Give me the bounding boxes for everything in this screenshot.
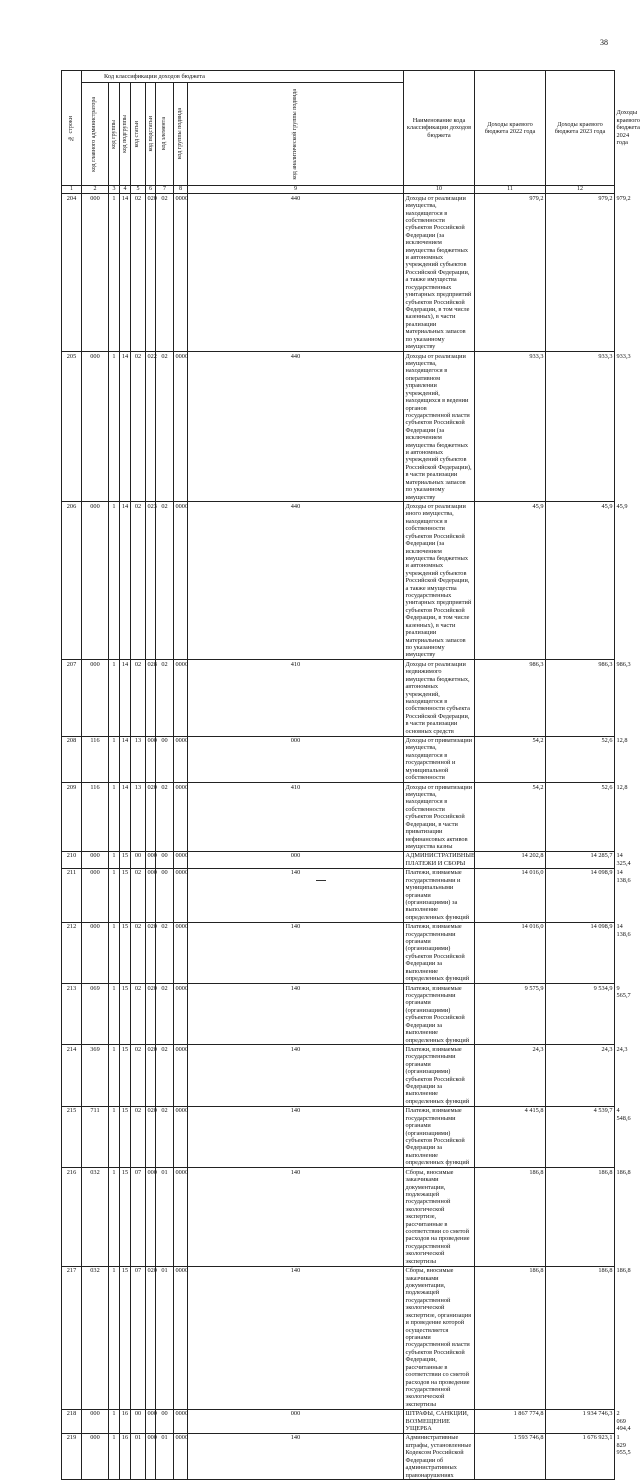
code-cell: 16 [120,1433,131,1480]
code-cell: 02 [131,922,146,983]
code-cell: 00 [156,851,174,868]
code-cell: 01 [156,1433,174,1480]
column-number: 10 [404,186,475,194]
value-2023-cell: 186,8 [546,1266,615,1409]
row-number-cell: 219 [62,1433,82,1480]
code-cell: 020 [146,783,156,852]
code-cell: 15 [120,868,131,922]
code-cell: 1 [109,736,120,783]
value-2023-cell: 9 534,9 [546,984,615,1045]
value-2022-cell: 14 016,0 [475,868,546,922]
code-cell: 1 [109,868,120,922]
code-cell: 1 [109,1168,120,1266]
table-row: 219 000 1 16 01 000 01 0000 140 Административные штрафы, установленные Кодексом Российской Федерации об административных правонарушениях 1 593 746,8 1 676 923,1 1 829 955,5 [62,1433,615,1480]
code-cell: 15 [120,1266,131,1409]
value-2023-cell: 1 934 746,3 [546,1409,615,1433]
column-number: 7 [156,186,174,194]
header-code-element: код элемента [156,83,174,186]
code-cell: 1 [109,783,120,852]
code-cell: 0000 [174,352,188,502]
code-cell: 000 [146,851,156,868]
code-cell: 0000 [174,1045,188,1106]
code-cell: 02 [156,922,174,983]
column-number: 3 [109,186,120,194]
admin-code-cell: 000 [82,352,109,502]
code-cell: 140 [188,1433,404,1480]
code-cell: 023 [146,502,156,660]
admin-code-cell: 069 [82,984,109,1045]
admin-code-cell: 711 [82,1106,109,1167]
code-cell: 000 [188,1409,404,1433]
code-cell: 13 [131,736,146,783]
code-cell: 02 [156,984,174,1045]
code-cell: 020 [146,1045,156,1106]
value-2022-cell: 1 593 746,8 [475,1433,546,1480]
name-cell: АДМИНИСТРАТИВНЫЕ ПЛАТЕЖИ И СБОРЫ [405,852,475,867]
column-number: 8 [174,186,188,194]
header-row-top: № строки Код классификации доходов бюджета Наименование кода классификации доходов бюджета Доходы краевого бюджета 2022 года Доходы краевого бюджета 2023 года Доходы краевого бюджета 2024 года [62,71,615,83]
value-2023-cell: 52,6 [546,783,615,852]
code-cell: 440 [188,352,404,502]
column-number: 12 [546,186,615,194]
code-cell: 01 [131,1433,146,1480]
code-cell: 0000 [174,851,188,868]
code-cell: 00 [131,851,146,868]
code-cell: 02 [131,1106,146,1167]
row-number-cell: 208 [62,736,82,783]
code-cell: 14 [120,352,131,502]
code-cell: 0000 [174,502,188,660]
name-cell: Платежи, взимаемые государственными и муниципальными органами (организациями) за выполнение определенных функций [404,868,475,922]
column-number: 4 [120,186,131,194]
table-row: 205 000 1 14 02 022 02 0000 440 Доходы от реализации имущества, находящегося в оперативном управлении учреждений, находящихся в ведении органов государственной власти субъектов Российской Федерации (за исключением имущества бюджетных и автономных учреждений субъектов Российской Федерации), в части реализации материальных запасов по указанному имуществу 933,3 933,3 933,3 [62,352,615,502]
code-cell: 16 [120,1409,131,1433]
admin-code-cell: 000 [82,194,109,352]
table-body [62,194,631,1480]
code-cell: 02 [156,502,174,660]
row-number-cell: 209 [62,783,82,852]
code-cell: 1 [109,194,120,352]
code-cell: 1 [109,922,120,983]
table-row: 209 116 1 14 13 020 02 0000 410 Доходы от приватизации имущества, находящегося в собственности субъектов Российской Федерации, в части приватизации нефинансовых активов имущества казны 54,2 52,6 12,8 [62,783,615,852]
code-cell: 02 [156,352,174,502]
name-cell: Сборы, вносимые заказчиками документации, подлежащей государственной экологической экспертизе, организация и проведение которой осуществляется органами государственной власти субъектов Российской Федерации, рассчитанные в соответствии со сметой расходов на проведение государственной экологической экспертизы [404,1266,475,1409]
code-cell: 14 [120,660,131,736]
code-cell: 02 [131,660,146,736]
admin-code-cell: 116 [82,783,109,852]
admin-code-cell: 000 [82,1433,109,1480]
code-cell: 14 [120,736,131,783]
admin-code-cell: 000 [82,502,109,660]
code-cell: 000 [188,851,404,868]
code-cell: 15 [120,851,131,868]
code-cell: 02 [131,352,146,502]
code-cell: 000 [188,736,404,783]
table-row: 215 711 1 15 02 020 02 0000 140 Платежи, взимаемые государственными органами (организациями) субъектов Российской Федерации за выполнение определенных функций 4 415,8 4 539,7 4 548,6 [62,1106,615,1167]
code-cell: 1 [109,502,120,660]
value-2023-cell: 14 098,9 [546,922,615,983]
code-cell: 15 [120,1045,131,1106]
code-cell: 0000 [174,1433,188,1480]
code-cell: 000 [146,1409,156,1433]
code-cell: 140 [188,1168,404,1266]
code-cell: 1 [109,1409,120,1433]
code-cell: 1 [109,352,120,502]
header-name: Наименование кода классификации доходов бюджета [404,71,475,186]
admin-code-cell: 000 [82,851,109,868]
value-2022-cell: 54,2 [475,783,546,852]
code-cell: 1 [109,984,120,1045]
value-2023-cell: 14 285,7 [546,851,615,868]
column-number: 6 [146,186,156,194]
code-cell: 020 [146,194,156,352]
header-2022: Доходы краевого бюджета 2022 года [475,71,546,186]
code-cell: 020 [146,984,156,1045]
table-row: 216 032 1 15 07 000 01 0000 140 Сборы, вносимые заказчиками документации, подлежащей государственной экологической экспертизе, рассчитанные в соответствии со сметой расходов на проведение государственной экологической экспертизы 186,8 186,8 186,8 [62,1168,615,1266]
code-cell: 1 [109,660,120,736]
admin-code-cell: 116 [82,736,109,783]
row-number-cell: 206 [62,502,82,660]
code-cell: 02 [156,660,174,736]
code-cell: 000 [146,1433,156,1480]
code-cell: 410 [188,660,404,736]
code-cell: 00 [156,868,174,922]
code-cell: 410 [188,783,404,852]
code-cell: 13 [131,783,146,852]
column-number: 5 [131,186,146,194]
value-2023-cell: 45,9 [546,502,615,660]
code-cell: 15 [120,984,131,1045]
header-code-article: код статьи [131,83,146,186]
header-code-subtype-group: код группы подвида [174,83,188,186]
table-row: 218 000 1 16 00 000 00 0000 000 ШТРАФЫ, САНКЦИИ, ВОЗМЕЩЕНИЕ УЩЕРБА 1 867 774,8 1 934 746,3 2 069 494,4 [62,1409,615,1433]
code-cell: 140 [188,922,404,983]
code-cell: 0000 [174,783,188,852]
table-row: 213 069 1 15 02 020 02 0000 140 Платежи, взимаемые государственными органами (организациями) субъектов Российской Федерации за выполнение определенных функций 9 575,9 9 534,9 9 565,7 [62,984,615,1045]
code-cell: 1 [109,1433,120,1480]
code-cell: 440 [188,502,404,660]
code-cell: 00 [156,736,174,783]
row-number-cell: 207 [62,660,82,736]
name-cell: Платежи, взимаемые государственными органами (организациями) субъектов Российской Федерации за выполнение определенных функций [404,1045,475,1106]
column-number: 1 [62,186,82,194]
code-cell: 02 [131,194,146,352]
value-2022-cell: 4 415,8 [475,1106,546,1167]
value-2022-cell: 14 202,8 [475,851,546,868]
value-2022-cell: 14 016,0 [475,922,546,983]
code-cell: 02 [131,1045,146,1106]
code-cell: 15 [120,1168,131,1266]
value-2022-cell: 24,3 [475,1045,546,1106]
value-2022-cell: 186,8 [475,1168,546,1266]
row-number-cell: 204 [62,194,82,352]
column-number: 2 [82,186,109,194]
code-cell: 00 [131,1409,146,1433]
admin-code-cell: 000 [82,660,109,736]
page-number: 38 [600,38,608,47]
row-number-cell: 218 [62,1409,82,1433]
table-row: 207 000 1 14 02 028 02 0000 410 Доходы от реализации недвижимого имущества бюджетных, автономных учреждений, находящегося в собственности субъекта Российской Федерации, в части реализации основных средств 986,3 986,3 986,3 [62,660,615,736]
code-cell: 440 [188,194,404,352]
name-cell: Платежи, взимаемые государственными органами (организациями) субъектов Российской Федерации за выполнение определенных функций [404,984,475,1045]
admin-code-cell: 032 [82,1168,109,1266]
code-cell: 14 [120,502,131,660]
code-cell: 07 [131,1168,146,1266]
admin-code-cell: 369 [82,1045,109,1106]
code-cell: 020 [146,922,156,983]
column-number-row [62,186,615,194]
code-cell: 0000 [174,984,188,1045]
value-2022-cell: 986,3 [475,660,546,736]
code-cell: 02 [131,868,146,922]
footer-dash [316,880,326,881]
table-row: 214 369 1 15 02 020 02 0000 140 Платежи, взимаемые государственными органами (организациями) субъектов Российской Федерации за выполнение определенных функций 24,3 24,3 24,3 [62,1045,615,1106]
header-2023: Доходы краевого бюджета 2023 года [546,71,615,186]
table-row: 210 000 1 15 00 000 00 0000 000 АДМИНИСТРАТИВНЫЕ ПЛАТЕЖИ И СБОРЫ 14 202,8 14 285,7 14 325,4 [62,851,615,868]
code-cell: 0000 [174,194,188,352]
name-cell: Административные штрафы, установленные Кодексом Российской Федерации об административных правонарушениях [404,1433,475,1480]
code-cell: 15 [120,922,131,983]
column-number: 11 [475,186,546,194]
code-cell: 140 [188,1106,404,1167]
value-2022-cell: 1 867 774,8 [475,1409,546,1433]
code-cell: 1 [109,1045,120,1106]
code-cell: 0000 [174,1106,188,1167]
table-row: 211 000 1 15 02 000 00 0000 140 Платежи, взимаемые государственными и муниципальными органами (организациями) за выполнение определенных функций 14 016,0 14 098,9 14 138,6 [62,868,615,922]
admin-code-cell: 032 [82,1266,109,1409]
code-cell: 000 [146,1168,156,1266]
code-cell: 02 [131,502,146,660]
code-cell: 02 [156,1045,174,1106]
value-2023-cell: 1 676 923,1 [546,1433,615,1480]
value-2022-cell: 933,3 [475,352,546,502]
value-2023-cell: 986,3 [546,660,615,736]
value-2023-cell: 186,8 [546,1168,615,1266]
header-row-no: № строки [62,71,82,186]
name-cell: Доходы от реализации иного имущества, находящегося в собственности субъектов Российской Федерации (за исключением имущества бюджетных и автономных учреждений субъектов Российской Федерации, а также имущества государственных унитарных предприятий субъектов Российской Федерации, в том числе казенных), в части реализации материальных запасов по указанному имуществу [404,502,475,660]
name-cell: Доходы от реализации имущества, находящегося в собственности субъектов Российской Федерации (за исключением имущества бюджетных и автономных учреждений субъектов Российской Федерации, а также имущества государственных унитарных предприятий субъектов Российской Федерации, в том числе казенных), в части реализации материальных запасов по указанному имуществу [404,194,475,352]
code-cell: 0000 [174,1266,188,1409]
header-classification-caption: Код классификации доходов бюджета [82,71,404,83]
name-cell: Доходы от приватизации имущества, находящегося в собственности субъектов Российской Федерации, в части приватизации нефинансовых активов имущества казны [404,783,475,852]
code-cell: 028 [146,660,156,736]
value-2023-cell: 979,2 [546,194,615,352]
code-cell: 02 [156,1106,174,1167]
value-2022-cell: 9 575,9 [475,984,546,1045]
row-number-cell: 214 [62,1045,82,1106]
code-cell: 1 [109,1106,120,1167]
code-cell: 14 [120,194,131,352]
code-cell: 0000 [174,1168,188,1266]
code-cell: 1 [109,851,120,868]
value-2023-cell: 14 098,9 [546,868,615,922]
code-cell: 140 [188,868,404,922]
name-cell: Доходы от приватизации имущества, находящегося в государственной и муниципальной собственности [404,736,475,783]
value-2022-cell: 45,9 [475,502,546,660]
name-cell: Платежи, взимаемые государственными органами (организациями) субъектов Российской Федерации за выполнение определенных функций [404,922,475,983]
code-cell: 0000 [174,922,188,983]
header-code-analytic-group: код аналитической группы подвида [188,83,404,186]
value-2022-cell: 186,8 [475,1266,546,1409]
code-cell: 00 [156,1409,174,1433]
code-cell: 1 [109,1266,120,1409]
code-cell: 01 [156,1168,174,1266]
admin-code-cell: 000 [82,922,109,983]
row-number-cell: 210 [62,851,82,868]
code-cell: 020 [146,1266,156,1409]
header-code-subarticle: код подстатьи [146,83,156,186]
admin-code-cell: 000 [82,868,109,922]
header-code-group: код группы [109,83,120,186]
table-row: 204 000 1 14 02 020 02 0000 440 Доходы от реализации имущества, находящегося в собственности субъектов Российской Федерации (за исключением имущества бюджетных и автономных учреждений субъектов Российской Федерации, а также имущества государственных унитарных предприятий субъектов Российской Федерации, в том числе казенных), в части реализации материальных запасов по указанному имуществу 979,2 979,2 979,2 [62,194,615,352]
code-cell: 140 [188,1045,404,1106]
code-cell: 140 [188,1266,404,1409]
row-number-cell: 213 [62,984,82,1045]
code-cell: 01 [156,1266,174,1409]
code-cell: 000 [146,736,156,783]
name-cell: Доходы от реализации недвижимого имущества бюджетных, автономных учреждений, находящегося в собственности субъекта Российской Федерации, в части реализации основных средств [404,660,475,736]
column-number: 9 [188,186,404,194]
code-cell: 0000 [174,660,188,736]
name-cell: ШТРАФЫ, САНКЦИИ, ВОЗМЕЩЕНИЕ УЩЕРБА [404,1409,475,1433]
value-2023-cell: 52,6 [546,736,615,783]
table-row: 208 116 1 14 13 000 00 0000 000 Доходы от приватизации имущества, находящегося в государственной и муниципальной собственности 54,2 52,6 12,8 [62,736,615,783]
revenue-table [61,70,640,1480]
row-number-cell: 217 [62,1266,82,1409]
value-2023-cell: 24,3 [546,1045,615,1106]
name-cell: Доходы от реализации имущества, находящегося в оперативном управлении учреждений, находящихся в ведении органов государственной власти субъектов Российской Федерации (за исключением имущества бюджетных и автономных учреждений субъектов Российской Федерации), в части реализации материальных запасов по указанному имуществу [404,352,475,502]
code-cell: 140 [188,984,404,1045]
code-cell: 15 [120,1106,131,1167]
row-number-cell: 216 [62,1168,82,1266]
table-row: 217 032 1 15 07 020 01 0000 140 Сборы, вносимые заказчиками документации, подлежащей государственной экологической экспертизе, организация и проведение которой осуществляется органами государственной власти субъектов Российской Федерации, рассчитанные в соответствии со сметой расходов на проведение государственной экологической экспертизы 186,8 186,8 186,8 [62,1266,615,1409]
row-number-cell: 215 [62,1106,82,1167]
name-cell: Платежи, взимаемые государственными органами (организациями) субъектов Российской Федерации за выполнение определенных функций [404,1106,475,1167]
code-cell: 02 [156,783,174,852]
value-2022-cell: 54,2 [475,736,546,783]
code-cell: 07 [131,1266,146,1409]
row-number-cell: 212 [62,922,82,983]
row-number-cell: 211 [62,868,82,922]
header-code-subgroup: код подгруппы [120,83,131,186]
code-cell: 0000 [174,736,188,783]
code-cell: 02 [156,194,174,352]
code-cell: 022 [146,352,156,502]
value-2023-cell: 4 539,7 [546,1106,615,1167]
code-cell: 02 [131,984,146,1045]
header-code-admin: код главного администратора [82,83,109,186]
admin-code-cell: 000 [82,1409,109,1433]
value-2023-cell: 933,3 [546,352,615,502]
row-number-cell: 205 [62,352,82,502]
name-cell: Сборы, вносимые заказчиками документации, подлежащей государственной экологической экспертизе, рассчитанные в соответствии со сметой расходов на проведение государственной экологической экспертизы [404,1168,475,1266]
value-2022-cell: 979,2 [475,194,546,352]
table-row: 212 000 1 15 02 020 02 0000 140 Платежи, взимаемые государственными органами (организациями) субъектов Российской Федерации за выполнение определенных функций 14 016,0 14 098,9 14 138,6 [62,922,615,983]
code-cell: 000 [146,868,156,922]
code-cell: 0000 [174,1409,188,1433]
code-cell: 14 [120,783,131,852]
code-cell: 0000 [174,868,188,922]
table-row: 206 000 1 14 02 023 02 0000 440 Доходы от реализации иного имущества, находящегося в собственности субъектов Российской Федерации (за исключением имущества бюджетных и автономных учреждений субъектов Российской Федерации, а также имущества государственных унитарных предприятий субъектов Российской Федерации, в том числе казенных), в части реализации материальных запасов по указанному имуществу 45,9 45,9 45,9 [62,502,615,660]
code-cell: 020 [146,1106,156,1167]
